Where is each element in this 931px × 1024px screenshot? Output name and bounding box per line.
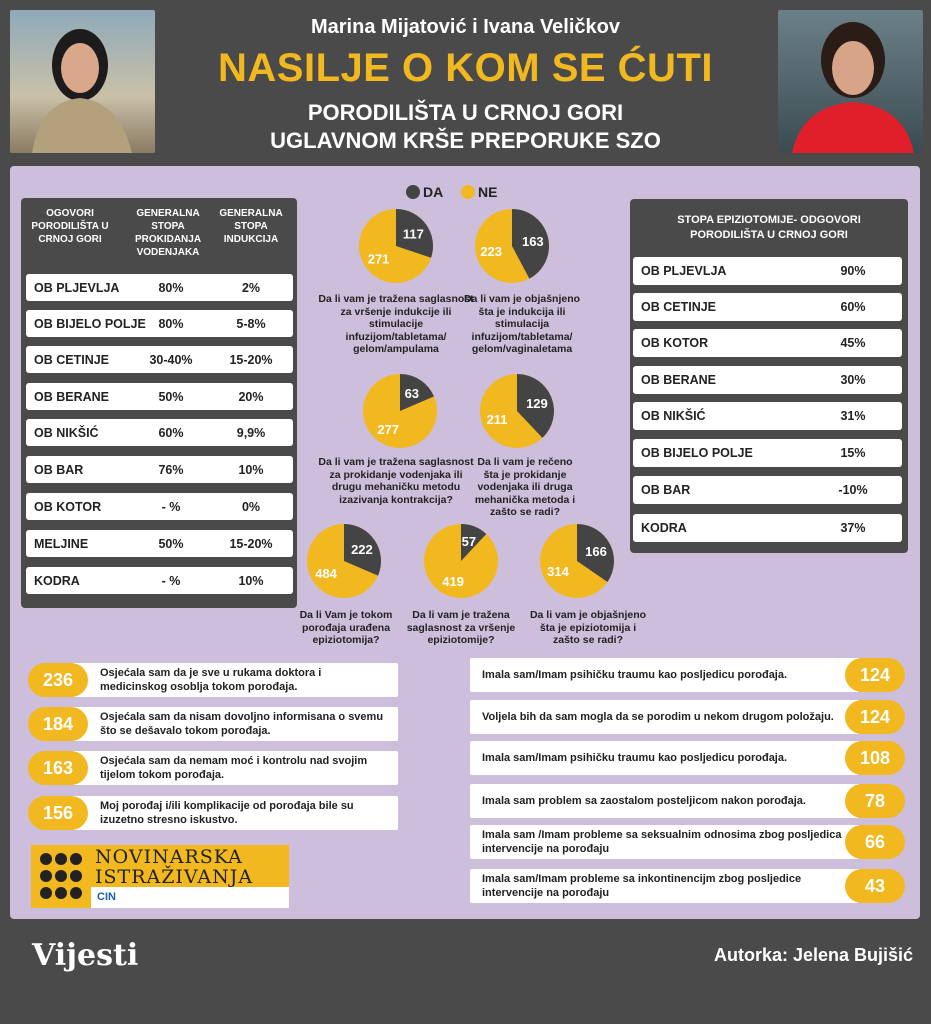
hospital-name: OB PLJEVLJA bbox=[641, 264, 727, 278]
hospital-name: OB BAR bbox=[641, 483, 691, 497]
statement-text: Voljela bih da sam mogla da se porodim u nekom drugom položaju. bbox=[482, 711, 834, 723]
hospital-name: OB KOTOR bbox=[641, 336, 709, 350]
logo-cin: CIN bbox=[97, 891, 116, 903]
statement-right bbox=[470, 869, 860, 903]
pie-label-da: 57 bbox=[461, 534, 477, 550]
amniotomy-rate: - % bbox=[161, 500, 181, 514]
rates-row bbox=[26, 567, 293, 594]
statement-right bbox=[470, 825, 860, 859]
pie-chart bbox=[357, 207, 435, 285]
pie-label-ne: 211 bbox=[486, 411, 508, 427]
amniotomy-rate: 50% bbox=[158, 390, 184, 404]
pie-question: Da li vam je rečeno šta je prokidanje vodenjaka ili druga mehanička metoda i zašto se radi? bbox=[474, 456, 576, 518]
pie-chart bbox=[305, 522, 383, 600]
legend-ne-swatch bbox=[461, 185, 475, 199]
episiotomy-row bbox=[633, 476, 902, 504]
pie-label-ne: 271 bbox=[367, 251, 390, 267]
induction-rate: 15-20% bbox=[229, 537, 273, 551]
pie-label-ne: 314 bbox=[547, 563, 569, 579]
pie-label-da: 117 bbox=[402, 226, 424, 242]
statement-count: 66 bbox=[845, 825, 905, 859]
pie-label-ne: 484 bbox=[315, 565, 337, 581]
statement-count: 236 bbox=[28, 663, 88, 697]
induction-rate: 15-20% bbox=[229, 353, 273, 367]
statement-left bbox=[48, 707, 398, 741]
amniotomy-rate: 60% bbox=[158, 426, 184, 440]
episiotomy-row bbox=[633, 293, 902, 321]
episiotomy-rate: 31% bbox=[840, 409, 866, 423]
pie-label-da: 63 bbox=[404, 386, 420, 402]
pie-label-da: 129 bbox=[526, 396, 548, 412]
hospital-name: OB CETINJE bbox=[34, 353, 110, 367]
hospital-name: OB BAR bbox=[34, 463, 84, 477]
subtitle-line2: UGLAVNOM KRŠE PREPORUKE SZO bbox=[270, 128, 661, 153]
pie-question: Da li vam je tražena saglasnost za vršenje epiziotomije? bbox=[406, 609, 516, 646]
legend-ne-label: NE bbox=[478, 184, 498, 200]
pie-question: Da li vam je objašnjeno šta je indukcija ili stimulacija infuzijom/tabletama/ gelom/vaginaletama bbox=[463, 293, 581, 355]
pie-question: Da li vam je objašnjeno šta je epiziotomija i zašto se radi? bbox=[529, 609, 647, 646]
episiotomy-row bbox=[633, 402, 902, 430]
pie-chart bbox=[538, 522, 616, 600]
statement-count: 124 bbox=[845, 700, 905, 734]
col-header-hospital: OGOVORI PORODILIŠTA U CRNOJ GORI bbox=[31, 208, 109, 245]
episiotomy-rate: -10% bbox=[838, 483, 868, 497]
rates-row bbox=[26, 383, 293, 410]
induction-rate: 10% bbox=[238, 463, 264, 477]
statement-right bbox=[470, 784, 860, 818]
pie-label-ne: 223 bbox=[480, 244, 503, 260]
induction-rate: 10% bbox=[238, 574, 264, 588]
author-credit: Autorka: Jelena Bujišić bbox=[714, 945, 914, 965]
amniotomy-rate: 50% bbox=[158, 537, 184, 551]
hospital-name: OB CETINJE bbox=[641, 300, 717, 314]
hospital-name: OB PLJEVLJA bbox=[34, 281, 120, 295]
vijesti-logo: Vijesti bbox=[32, 938, 139, 973]
pie-question: Da li vam je tražena saglasnost za prokidanje vodenjaka ili drugu mehaničku metodu izazivanja kontrakcija? bbox=[318, 456, 474, 506]
statement-text: Osjećala sam da nisam dovoljno informisana o svemu što se dešavalo tokom porođaja. bbox=[100, 711, 384, 737]
statement-count: 163 bbox=[28, 751, 88, 785]
episiotomy-row bbox=[633, 329, 902, 357]
induction-rate: 5-8% bbox=[236, 317, 266, 331]
episiotomy-row bbox=[633, 366, 902, 394]
statement-count: 124 bbox=[845, 658, 905, 692]
rates-row bbox=[26, 274, 293, 301]
hospital-name: MELJINE bbox=[34, 537, 89, 551]
novinarska-istrazivanja-logo bbox=[31, 845, 289, 908]
photo-left bbox=[10, 10, 155, 153]
pie-chart bbox=[361, 372, 439, 450]
statement-text: Osjećala sam da je sve u rukama doktora i medicinskog osoblja tokom porođaja. bbox=[100, 667, 322, 693]
rates-row bbox=[26, 530, 293, 557]
main-title: NASILJE O KOM SE ĆUTI bbox=[218, 46, 713, 90]
episiotomy-row bbox=[633, 439, 902, 467]
hospital-name: KODRA bbox=[34, 574, 80, 588]
episiotomy-rate: 30% bbox=[840, 373, 866, 387]
statement-right bbox=[470, 700, 860, 734]
hospital-name: OB BERANE bbox=[34, 390, 110, 404]
hospital-name: OB NIKŠIĆ bbox=[34, 426, 99, 440]
authors: Marina Mijatović i Ivana Veličkov bbox=[310, 16, 621, 38]
episiotomy-rate: 37% bbox=[840, 521, 866, 535]
statement-text: Imala sam/Imam psihičku traumu kao posljedicu porođaja. bbox=[482, 669, 788, 681]
induction-rate: 0% bbox=[241, 500, 261, 514]
pie-question: Da li vam je tražena saglasnost za vršenje indukcije ili stimulacije infuzijom/tabletama/ gelom/ampulama bbox=[318, 293, 474, 355]
logo-line2: ISTRAŽIVANJA bbox=[95, 866, 254, 888]
pie-label-da: 163 bbox=[521, 233, 544, 249]
logo-line1: NOVINARSKA bbox=[95, 846, 243, 868]
statement-left bbox=[48, 796, 398, 830]
statement-count: 184 bbox=[28, 707, 88, 741]
statement-text: Imala sam problem sa zaostalom posteljicom nakon porođaja. bbox=[482, 795, 806, 807]
subtitle-line1: PORODILIŠTA U CRNOJ GORI bbox=[307, 100, 624, 125]
statement-count: 43 bbox=[845, 869, 905, 903]
rates-row bbox=[26, 310, 293, 337]
hospital-name: OB KOTOR bbox=[34, 500, 102, 514]
statement-text: Imala sam/Imam psihičku traumu kao posljedicu porođaja. bbox=[482, 752, 788, 764]
photo-right bbox=[778, 10, 923, 153]
statement-right bbox=[470, 741, 860, 775]
col-header-amniotomy: GENERALNA STOPA PROKIDANJA VODENJAKA bbox=[134, 208, 202, 258]
statement-text: Imala sam/Imam probleme sa inkontinencijm zbog posljedice intervencije na porođaju bbox=[482, 873, 802, 899]
induction-rate: 9,9% bbox=[236, 426, 266, 440]
statement-left bbox=[48, 663, 398, 697]
episiotomy-rate: 45% bbox=[840, 336, 866, 350]
hospital-name: KODRA bbox=[641, 521, 687, 535]
amniotomy-rate: 76% bbox=[158, 463, 184, 477]
hospital-name: OB BIJELO POLJE bbox=[34, 317, 146, 331]
induction-rate: 20% bbox=[238, 390, 264, 404]
rates-row bbox=[26, 493, 293, 520]
amniotomy-rate: - % bbox=[161, 574, 181, 588]
episiotomy-row bbox=[633, 514, 902, 542]
rates-row bbox=[26, 419, 293, 446]
legend-da-label: DA bbox=[423, 184, 444, 200]
hospital-name: OB BERANE bbox=[641, 373, 717, 387]
statement-text: Moj porođaj i/ili komplikacije od porođaja bile su izuzetno stresno iskustvo. bbox=[100, 800, 354, 826]
episiotomy-rate: 60% bbox=[840, 300, 866, 314]
pie-label-da: 166 bbox=[585, 544, 607, 560]
hospital-name: OB BIJELO POLJE bbox=[641, 446, 753, 460]
pie-chart bbox=[422, 522, 500, 600]
statement-left bbox=[48, 751, 398, 785]
amniotomy-rate: 80% bbox=[158, 317, 184, 331]
amniotomy-rate: 80% bbox=[158, 281, 184, 295]
logo-mark bbox=[31, 845, 91, 908]
amniotomy-rate: 30-40% bbox=[149, 353, 193, 367]
statement-count: 108 bbox=[845, 741, 905, 775]
rates-row bbox=[26, 346, 293, 373]
episiotomy-table-title: STOPA EPIZIOTOMIJE- ODGOVORI PORODILIŠTA U CRNOJ GORI bbox=[677, 214, 861, 241]
pie-question: Da li Vam je tokom porođaja urađena epiziotomija? bbox=[299, 609, 393, 646]
pie-label-ne: 277 bbox=[377, 421, 400, 437]
legend-da-swatch bbox=[406, 185, 420, 199]
episiotomy-row bbox=[633, 257, 902, 285]
rates-row bbox=[26, 456, 293, 483]
pie-chart bbox=[473, 207, 551, 285]
statement-count: 78 bbox=[845, 784, 905, 818]
hospital-name: OB NIKŠIĆ bbox=[641, 409, 706, 423]
statement-right bbox=[470, 658, 860, 692]
statement-text: Imala sam /Imam probleme sa seksualnim odnosima zbog posljedica intervencije na porođaju bbox=[482, 829, 842, 855]
col-header-induction: GENERALNA STOPA INDUKCIJA bbox=[219, 208, 283, 245]
pie-label-ne: 419 bbox=[442, 573, 464, 589]
pie-chart bbox=[478, 372, 556, 450]
statement-text: Osjećala sam da nemam moć i kontrolu nad svojim tijelom tokom porođaja. bbox=[100, 755, 368, 781]
statement-count: 156 bbox=[28, 796, 88, 830]
episiotomy-rate: 15% bbox=[840, 446, 866, 460]
pie-label-da: 222 bbox=[351, 542, 373, 558]
episiotomy-rate: 90% bbox=[840, 264, 866, 278]
induction-rate: 2% bbox=[241, 281, 261, 295]
